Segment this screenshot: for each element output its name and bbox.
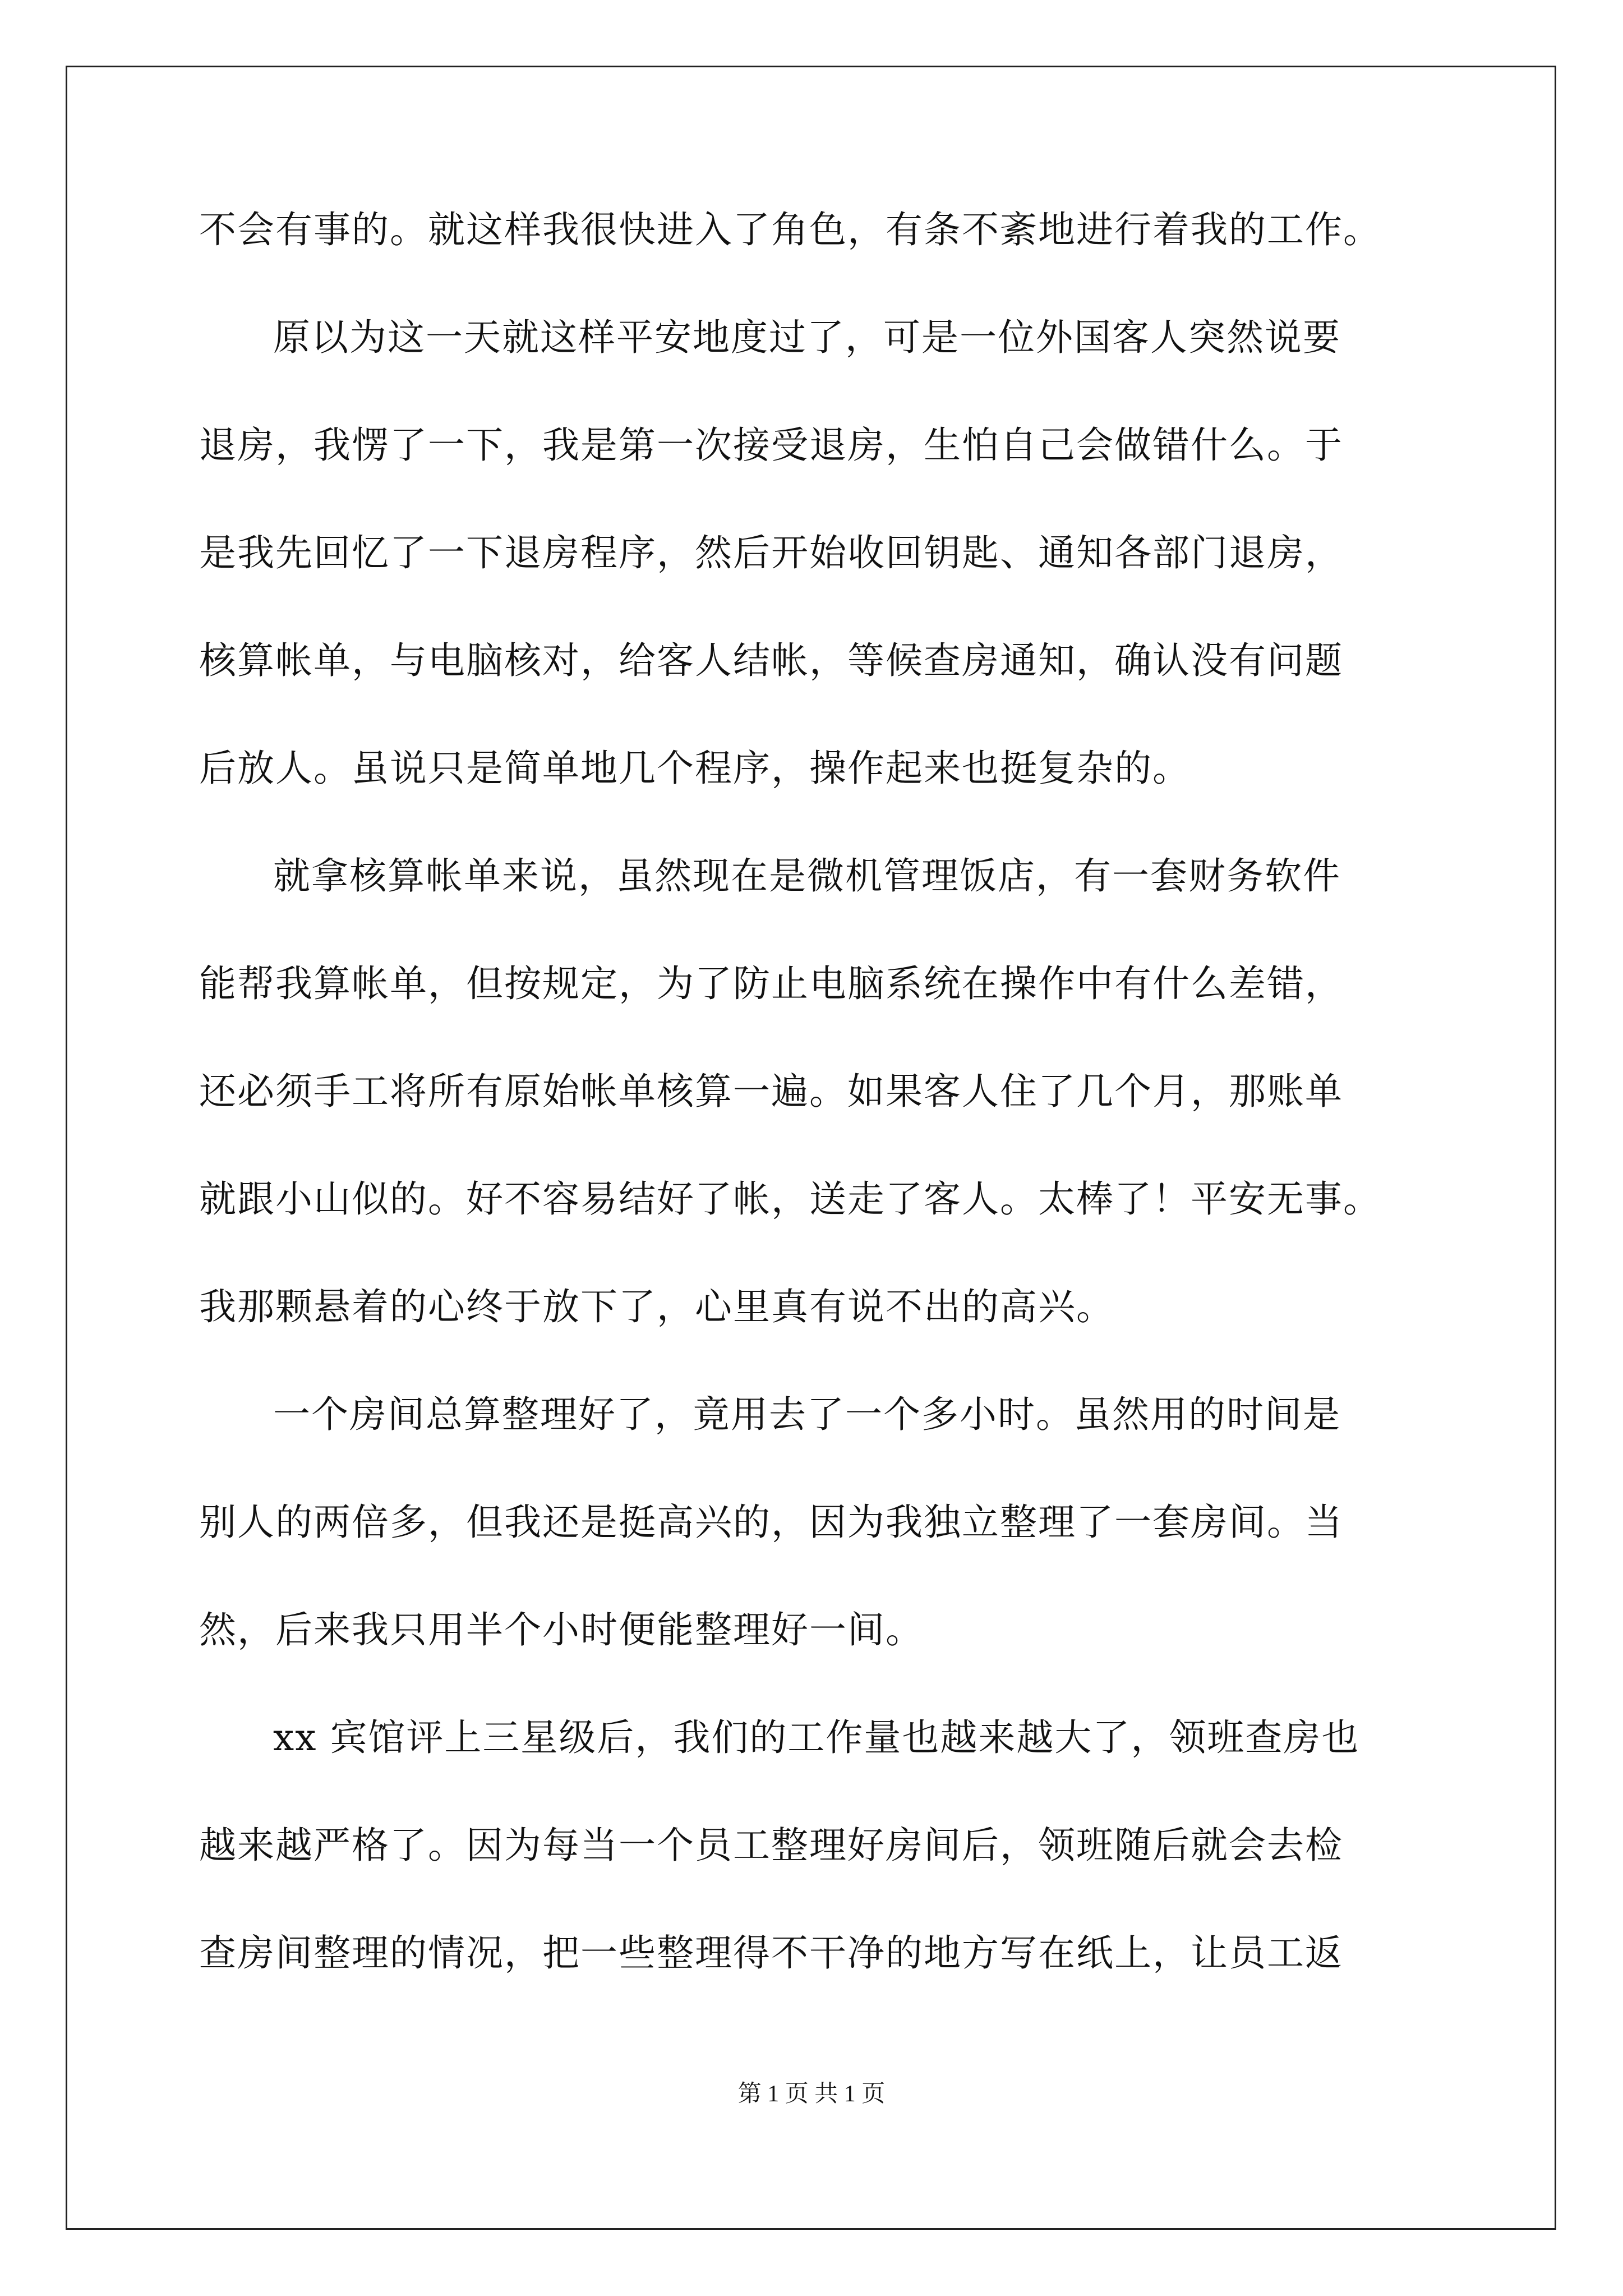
text-line: 就拿核算帐单来说，虽然现在是微机管理饭店，有一套财务软件 — [273, 854, 1341, 898]
page-border — [66, 66, 1556, 2230]
text-line: 就跟小山似的。好不容易结好了帐，送走了客人。太棒了！平安无事。 — [199, 1177, 1381, 1221]
text-line: 然，后来我只用半个小时便能整理好一间。 — [199, 1608, 924, 1651]
text-line: 还必须手工将所有原始帐单核算一遍。如果客人住了几个月，那账单 — [199, 1070, 1343, 1113]
text-line: 查房间整理的情况，把一些整理得不干净的地方写在纸上，让员工返 — [199, 1931, 1343, 1975]
text-line: 一个房间总算整理好了，竟用去了一个多小时。虽然用的时间是 — [273, 1393, 1341, 1436]
text-line: 后放人。虽说只是简单地几个程序，操作起来也挺复杂的。 — [199, 747, 1191, 790]
text-line: 原以为这一天就这样平安地度过了，可是一位外国客人突然说要 — [273, 316, 1341, 359]
text-line: 核算帐单，与电脑核对，给客人结帐，等候查房通知，确认没有问题 — [199, 639, 1343, 682]
text-line: xx 宾馆评上三星级后，我们的工作量也越来越大了，领班查房也 — [273, 1716, 1360, 1759]
text-line: 越来越严格了。因为每当一个员工整理好房间后，领班随后就会去检 — [199, 1824, 1343, 1867]
page-footer: 第 1 页 共 1 页 — [737, 2081, 886, 2107]
text-line: 别人的两倍多，但我还是挺高兴的，因为我独立整理了一套房间。当 — [199, 1501, 1343, 1544]
text-line: 我那颗悬着的心终于放下了，心里真有说不出的高兴。 — [199, 1285, 1114, 1328]
text-line: 不会有事的。就这样我很快进入了角色，有条不紊地进行着我的工作。 — [199, 208, 1381, 251]
text-line: 能帮我算帐单，但按规定，为了防止电脑系统在操作中有什么差错， — [199, 962, 1343, 1005]
text-line: 是我先回忆了一下退房程序，然后开始收回钥匙、通知各部门退房， — [199, 531, 1343, 574]
text-line: 退房，我愣了一下，我是第一次接受退房，生怕自己会做错什么。于 — [199, 424, 1343, 467]
